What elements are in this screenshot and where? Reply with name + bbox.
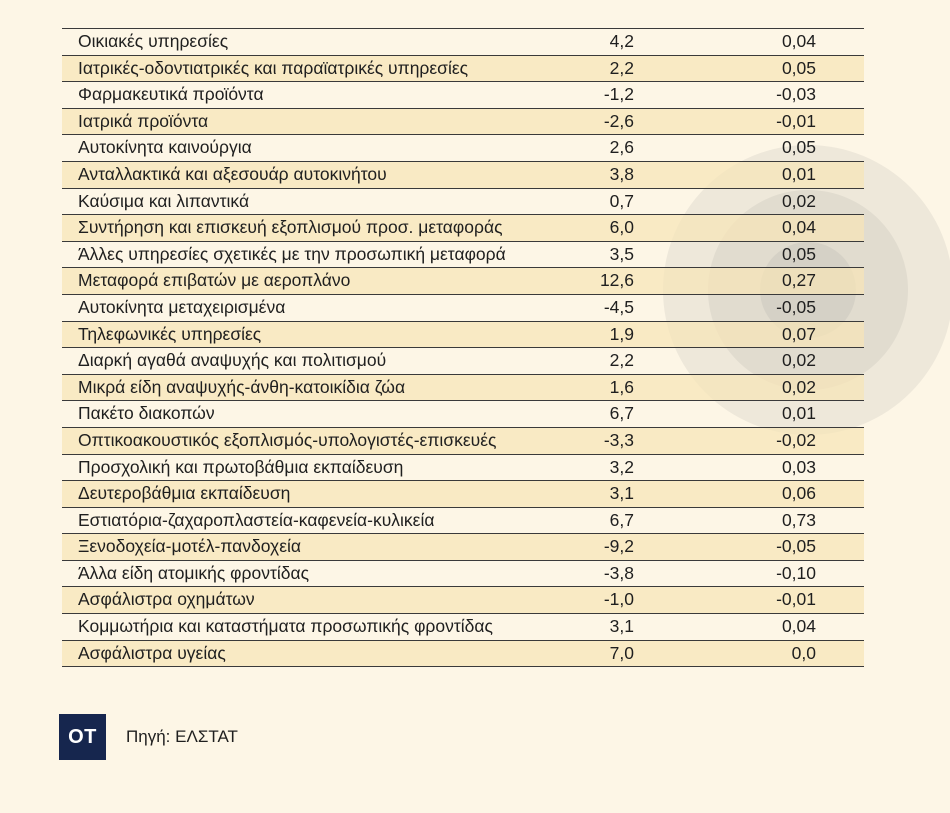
table-row	[62, 561, 864, 588]
category-name: Άλλα είδη ατομικής φροντίδας	[78, 562, 310, 583]
data-table	[62, 28, 864, 667]
annual-change-value: 1,9	[609, 323, 634, 344]
contribution-value: 0,04	[781, 217, 816, 238]
contribution-value: -0,05	[776, 296, 816, 317]
category-name: Μεταφορά επιβατών με αεροπλάνο	[78, 270, 351, 291]
contribution-value: -0,03	[776, 84, 816, 105]
category-name: Ανταλλακτικά και αξεσουάρ αυτοκινήτου	[78, 163, 387, 184]
contribution-value: 0,07	[781, 323, 816, 344]
table-row	[62, 481, 864, 508]
category-name: Συντήρηση και επισκευή εξοπλισμού προσ. μεταφοράς	[78, 217, 503, 238]
contribution-value: 0,02	[781, 190, 816, 211]
annual-change-value: -3,3	[603, 429, 634, 450]
contribution-value: 0,05	[781, 57, 816, 78]
contribution-value: -0,05	[776, 536, 816, 557]
contribution-value: 0,03	[781, 456, 816, 477]
category-name: Αυτοκίνητα καινούργια	[78, 137, 252, 158]
table-row	[62, 401, 864, 428]
table-row	[62, 428, 864, 455]
annual-change-value: -3,8	[603, 562, 634, 583]
annual-change-value: 3,1	[609, 483, 634, 504]
contribution-value: 0,04	[781, 31, 816, 51]
category-name: Ασφάλιστρα οχημάτων	[78, 589, 255, 610]
contribution-value: 0,05	[781, 243, 816, 264]
contribution-value: 0,01	[781, 403, 816, 424]
category-name: Ιατρικά προϊόντα	[78, 110, 209, 131]
table-row	[62, 135, 864, 162]
annual-change-value: 12,6	[599, 270, 634, 291]
table-row	[62, 56, 864, 83]
contribution-value: -0,01	[776, 589, 816, 610]
category-name: Ιατρικές-οδοντιατρικές και παραϊατρικές υπηρεσίες	[78, 57, 469, 78]
annual-change-value: -9,2	[603, 536, 634, 557]
category-name: Κομμωτήρια και καταστήματα προσωπικής φροντίδας	[78, 616, 493, 637]
annual-change-value: 2,6	[609, 137, 634, 158]
table-row	[62, 641, 864, 668]
table-row	[62, 162, 864, 189]
contribution-value: 0,27	[781, 270, 816, 291]
annual-change-value: 3,8	[609, 163, 634, 184]
contribution-value: 0,01	[781, 163, 816, 184]
table-row	[62, 614, 864, 641]
category-name: Διαρκή αγαθά αναψυχής και πολιτισμού	[78, 350, 387, 371]
annual-change-value: -1,0	[603, 589, 634, 610]
table-row	[62, 587, 864, 614]
annual-change-value: 3,5	[609, 243, 634, 264]
annual-change-value: -4,5	[603, 296, 634, 317]
contribution-value: 0,02	[781, 350, 816, 371]
annual-change-value: -1,2	[603, 84, 634, 105]
contribution-value: -0,01	[776, 110, 816, 131]
table-row	[62, 29, 864, 56]
annual-change-value: 2,2	[609, 350, 634, 371]
table-row	[62, 189, 864, 216]
category-name: Τηλεφωνικές υπηρεσίες	[78, 323, 262, 344]
table-row	[62, 508, 864, 535]
annual-change-value: 0,7	[609, 190, 634, 211]
category-name: Οπτικοακουστικός εξοπλισμός-υπολογιστές-επισκευές	[78, 429, 497, 450]
category-name: Αυτοκίνητα μεταχειρισμένα	[78, 296, 286, 317]
table-row	[62, 268, 864, 295]
category-name: Πακέτο διακοπών	[78, 403, 215, 424]
category-name: Ασφάλιστρα υγείας	[78, 642, 226, 663]
category-name: Άλλες υπηρεσίες σχετικές με την προσωπική μεταφορά	[78, 243, 506, 264]
annual-change-value: 2,2	[609, 57, 634, 78]
table-row	[62, 295, 864, 322]
category-name: Εστιατόρια-ζαχαροπλαστεία-καφενεία-κυλικεία	[78, 509, 435, 530]
category-name: Φαρμακευτικά προϊόντα	[78, 84, 264, 105]
source-label: Πηγή: ΕΛΣΤΑΤ	[126, 727, 238, 746]
annual-change-value: -2,6	[603, 110, 634, 131]
table-row	[62, 455, 864, 482]
contribution-value: 0,0	[791, 642, 816, 663]
category-name: Καύσιμα και λιπαντικά	[78, 190, 250, 211]
table-row	[62, 82, 864, 109]
annual-change-value: 1,6	[609, 376, 634, 397]
category-name: Δευτεροβάθμια εκπαίδευση	[78, 483, 291, 504]
contribution-value: 0,04	[781, 616, 816, 637]
category-name: Ξενοδοχεία-μοτέλ-πανδοχεία	[78, 536, 302, 557]
contribution-value: 0,73	[781, 509, 816, 530]
contribution-value: -0,10	[776, 562, 816, 583]
contribution-value: -0,02	[776, 429, 816, 450]
table-row	[62, 215, 864, 242]
annual-change-value: 6,7	[609, 403, 634, 424]
table-row	[62, 348, 864, 375]
ot-logo: OT	[59, 714, 106, 760]
category-name: Μικρά είδη αναψυχής-άνθη-κατοικίδια ζώα	[78, 376, 406, 397]
annual-change-value: 3,1	[609, 616, 634, 637]
contribution-value: 0,05	[781, 137, 816, 158]
contribution-value: 0,02	[781, 376, 816, 397]
category-name: Οικιακές υπηρεσίες	[78, 31, 229, 51]
annual-change-value: 4,2	[609, 31, 634, 51]
annual-change-value: 3,2	[609, 456, 634, 477]
annual-change-value: 6,7	[609, 509, 634, 530]
table-row	[62, 109, 864, 136]
annual-change-value: 7,0	[609, 642, 634, 663]
table-row	[62, 375, 864, 402]
category-name: Προσχολική και πρωτοβάθμια εκπαίδευση	[78, 456, 404, 477]
table-row	[62, 322, 864, 349]
table-row	[62, 242, 864, 269]
contribution-value: 0,06	[781, 483, 816, 504]
annual-change-value: 6,0	[609, 217, 634, 238]
table-row	[62, 534, 864, 561]
